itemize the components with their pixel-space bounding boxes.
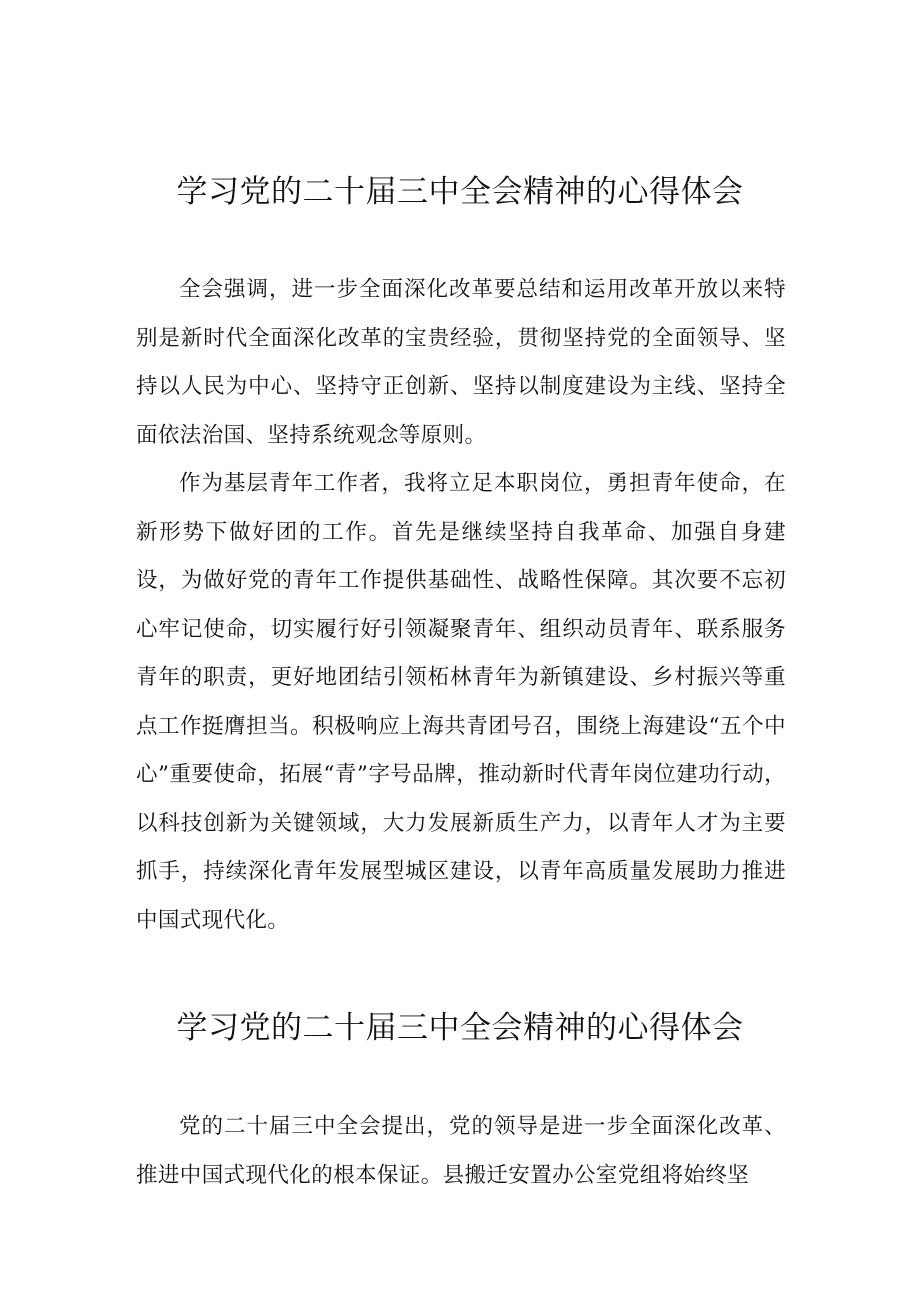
paragraph: 作为基层青年工作者，我将立足本职岗位，勇担青年使命，在新形势下做好团的工作。首先是继续坚持自我革命、加强自身建设，为做好党的青年工作提供基础性、战略性保障。其次要不忘初心牢记使命，切实履行好引领凝聚青年、组织动员青年、联系服务青年的职责，更好地团结引领柘林青年为新镇建设、乡村振兴等重点工作挺膺担当。积极响应上海共青团号召，围绕上海建设“五个中心”重要使命，拓展“青”字号品牌，推动新时代青年岗位建功行动，以科技创新为关键领域，大力发展新质生产力，以青年人才为主要抓手，持续深化青年发展型城区建设，以青年高质量发展助力推进中国式现代化。 — [136, 471, 786, 933]
article-title: 学习党的二十届三中全会精神的心得体会 — [176, 174, 744, 210]
paragraph: 全会强调，进一步全面深化改革要总结和运用改革开放以来特别是新时代全面深化改革的宝贵经验，贯彻坚持党的全面领导、坚持以人民为中心、坚持守正创新、坚持以制度建设为主线、坚持全面依法治国、坚持系统观念等原则。 — [136, 277, 786, 448]
paragraph: 党的二十届三中全会提出，党的领导是进一步全面深化改革、推进中国式现代化的根本保证。县搬迁安置办公室党组将始终坚 — [136, 1114, 786, 1188]
article-title: 学习党的二十届三中全会精神的心得体会 — [176, 1010, 744, 1046]
article-body — [136, 1103, 786, 1200]
article-body — [136, 266, 786, 945]
